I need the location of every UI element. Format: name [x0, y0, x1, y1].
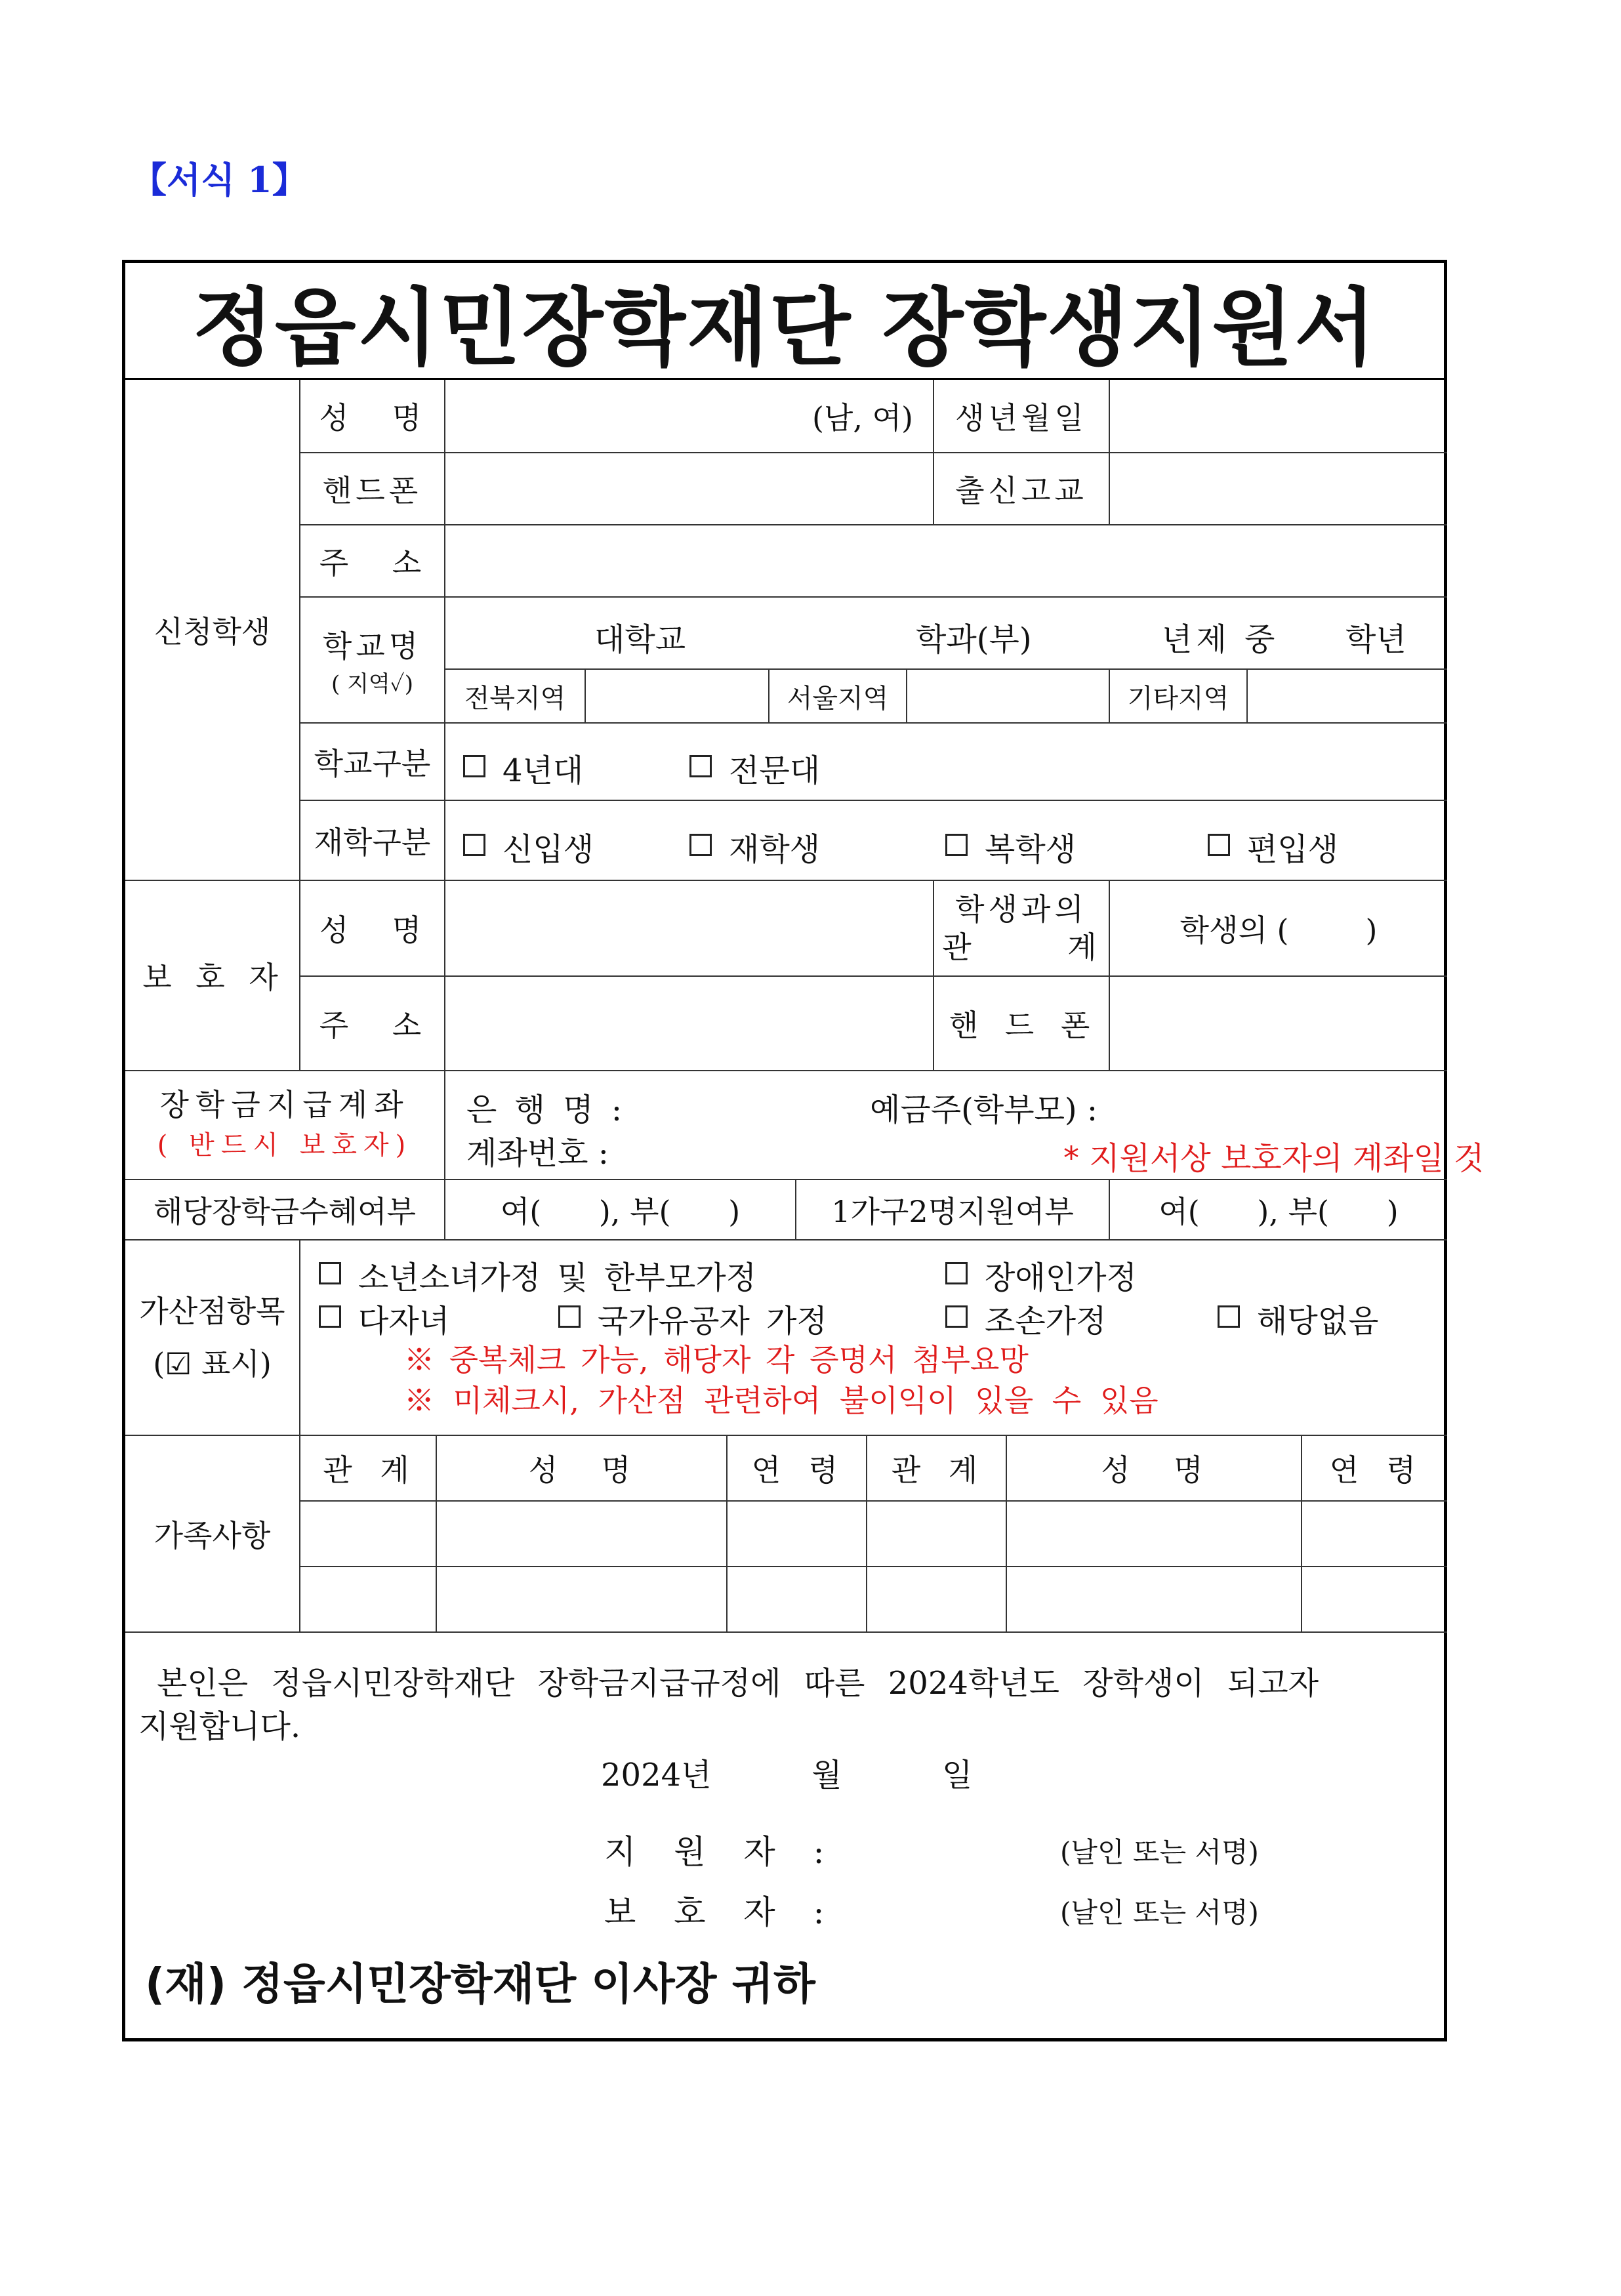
family-cell[interactable] — [866, 1500, 1006, 1566]
school-type-4year[interactable]: 4년대 — [463, 745, 583, 790]
region-other-label: 기타지역 — [1109, 668, 1246, 722]
bonus-multi-child[interactable]: 다자녀 — [319, 1296, 449, 1341]
region-other-field[interactable] — [1246, 668, 1447, 722]
sibling-field[interactable]: 여( ), 부( ) — [1109, 1179, 1447, 1239]
bonus-check-hint: (☑ 표시) — [153, 1346, 272, 1382]
school-type-field — [444, 722, 1447, 800]
checkbox-icon[interactable] — [558, 1305, 581, 1328]
guardian-name-field[interactable] — [444, 880, 933, 975]
declaration-text: 본인은 정읍시민장학재단 장학금지급규정에 따른 2024학년도 장학생이 되고자 — [157, 1665, 1319, 1702]
account-label-cell — [125, 1070, 444, 1179]
bonus-disabled[interactable]: 장애인가정 — [945, 1252, 1137, 1298]
declaration-date: 2024년 월 일 — [601, 1757, 973, 1794]
relation-field[interactable]: 학생의 ( ) — [1109, 880, 1447, 975]
family-header-name-2: 성 명 — [1006, 1435, 1301, 1500]
bonus-label: 가산점항목 — [139, 1294, 285, 1329]
student-phone-label: 핸드폰 — [299, 452, 444, 524]
account-label: 장학금지급계좌 — [159, 1087, 410, 1122]
checkbox-icon[interactable] — [945, 834, 968, 856]
checkbox-icon[interactable] — [463, 834, 485, 856]
checkbox-icon[interactable] — [319, 1305, 341, 1328]
bonus-veteran[interactable]: 국가유공자 가정 — [558, 1296, 827, 1341]
bonus-none[interactable]: 해당없음 — [1218, 1296, 1378, 1341]
region-seoul-field[interactable] — [906, 668, 1109, 722]
family-cell[interactable] — [1006, 1566, 1301, 1631]
family-header-age-1: 연 령 — [726, 1435, 866, 1500]
region-check-hint: ( 지역✓) — [331, 670, 413, 697]
high-school-field[interactable] — [1109, 452, 1447, 524]
guardian-address-label: 주 소 — [299, 975, 444, 1070]
school-type-label: 학교구분 — [299, 722, 444, 800]
bonus-single-parent[interactable]: 소년소녀가정 및 한부모가정 — [319, 1252, 756, 1298]
applicant-seal-hint[interactable]: (날인 또는 서명) — [1060, 1836, 1259, 1868]
relation-label: 학생과의 관 계 — [933, 880, 1109, 975]
family-cell[interactable] — [726, 1566, 866, 1631]
application-form — [122, 260, 1485, 2041]
student-name-label: 성 명 — [299, 380, 444, 452]
program-years: 년제 중 — [1162, 621, 1279, 658]
family-cell[interactable] — [299, 1566, 436, 1631]
status-returning[interactable]: 복학생 — [945, 824, 1076, 869]
family-header-relation-1: 관 계 — [299, 1435, 436, 1500]
guardian-phone-label: 핸 드 폰 — [933, 975, 1109, 1070]
benefit-label: 해당장학금수혜여부 — [125, 1179, 444, 1239]
form-tag: 【서식 1】 — [131, 159, 308, 201]
guardian-address-field[interactable] — [444, 975, 933, 1070]
student-name-field[interactable] — [444, 380, 933, 452]
grade-suffix: 학년 — [1345, 621, 1406, 658]
family-cell[interactable] — [436, 1500, 726, 1566]
checkbox-icon[interactable] — [689, 755, 712, 777]
high-school-label: 출신고교 — [933, 452, 1109, 524]
checkbox-icon[interactable] — [945, 1305, 968, 1328]
applicant-signature-label: 지 원 자 : — [604, 1833, 835, 1871]
university-suffix: 대학교 — [594, 621, 686, 658]
family-cell[interactable] — [436, 1566, 726, 1631]
guardian-section-label: 보 호 자 — [125, 880, 299, 1070]
region-seoul-label: 서울지역 — [768, 668, 906, 722]
family-cell[interactable] — [726, 1500, 866, 1566]
birth-label: 생년월일 — [933, 380, 1109, 452]
region-jeonbuk-label: 전북지역 — [444, 668, 585, 722]
account-requirement: ( 반드시 보호자) — [157, 1130, 413, 1160]
family-header-age-2: 연 령 — [1301, 1435, 1447, 1500]
student-phone-field[interactable] — [444, 452, 933, 524]
account-number-label: 계좌번호 : — [466, 1135, 609, 1172]
family-cell[interactable] — [1301, 1500, 1447, 1566]
form-title: 정읍시민장학재단 장학생지원서 — [125, 263, 1444, 380]
account-holder-label: 예금주(학부모) : — [870, 1092, 1098, 1128]
student-address-field[interactable] — [444, 524, 1447, 596]
family-cell[interactable] — [1301, 1566, 1447, 1631]
checkbox-icon[interactable] — [319, 1262, 341, 1284]
guardian-signature-label: 보 호 자 : — [604, 1893, 835, 1931]
status-freshman[interactable]: 신입생 — [463, 824, 594, 869]
sibling-label: 1가구2명지원여부 — [795, 1179, 1109, 1239]
declaration-text-end: 지원합니다. — [138, 1708, 301, 1745]
student-address-label: 주 소 — [299, 524, 444, 596]
checkbox-icon[interactable] — [689, 834, 712, 856]
guardian-name-label: 성 명 — [299, 880, 444, 975]
checkbox-icon[interactable] — [945, 1262, 968, 1284]
bonus-grandparent[interactable]: 조손가정 — [945, 1296, 1106, 1341]
gender-options[interactable]: (남, 여) — [811, 400, 913, 436]
school-type-college[interactable]: 전문대 — [689, 745, 820, 790]
checkbox-icon[interactable] — [463, 755, 485, 777]
declaration-divider — [125, 1631, 1447, 1633]
university-label: 학교명 — [322, 628, 422, 664]
department-suffix: 학과(부) — [916, 621, 1032, 658]
guardian-phone-field[interactable] — [1109, 975, 1447, 1070]
family-cell[interactable] — [299, 1500, 436, 1566]
family-header-name-1: 성 명 — [436, 1435, 726, 1500]
bonus-note-penalty: ※ 미체크시, 가산점 관련하여 불이익이 있을 수 있음 — [404, 1383, 1159, 1418]
student-section-label: 신청학생 — [154, 614, 271, 649]
bonus-note-duplicate: ※ 중복체크 가능, 해당자 각 증명서 첨부요망 — [404, 1342, 1029, 1378]
account-note: * 지원서상 보호자의 계좌일 것 — [1063, 1140, 1485, 1177]
checkbox-icon[interactable] — [1208, 834, 1230, 856]
status-enrolled[interactable]: 재학생 — [689, 824, 820, 869]
closing-addressee: (재) 정읍시민장학재단 이사장 귀하 — [145, 1959, 815, 2009]
region-jeonbuk-field[interactable] — [585, 668, 768, 722]
guardian-seal-hint[interactable]: (날인 또는 서명) — [1060, 1896, 1259, 1929]
enrollment-status-label: 재학구분 — [299, 800, 444, 880]
benefit-field[interactable]: 여( ), 부( ) — [444, 1179, 795, 1239]
birth-field[interactable] — [1109, 380, 1447, 452]
bank-name-label: 은 행 명 : — [466, 1092, 626, 1128]
family-header-relation-2: 관 계 — [866, 1435, 1006, 1500]
family-section-label: 가족사항 — [125, 1435, 299, 1631]
family-cell[interactable] — [866, 1566, 1006, 1631]
checkbox-icon[interactable] — [1218, 1305, 1240, 1328]
family-cell[interactable] — [1006, 1500, 1301, 1566]
bonus-label-cell — [125, 1239, 299, 1435]
status-transfer[interactable]: 편입생 — [1208, 824, 1338, 869]
university-label-cell — [299, 596, 444, 722]
